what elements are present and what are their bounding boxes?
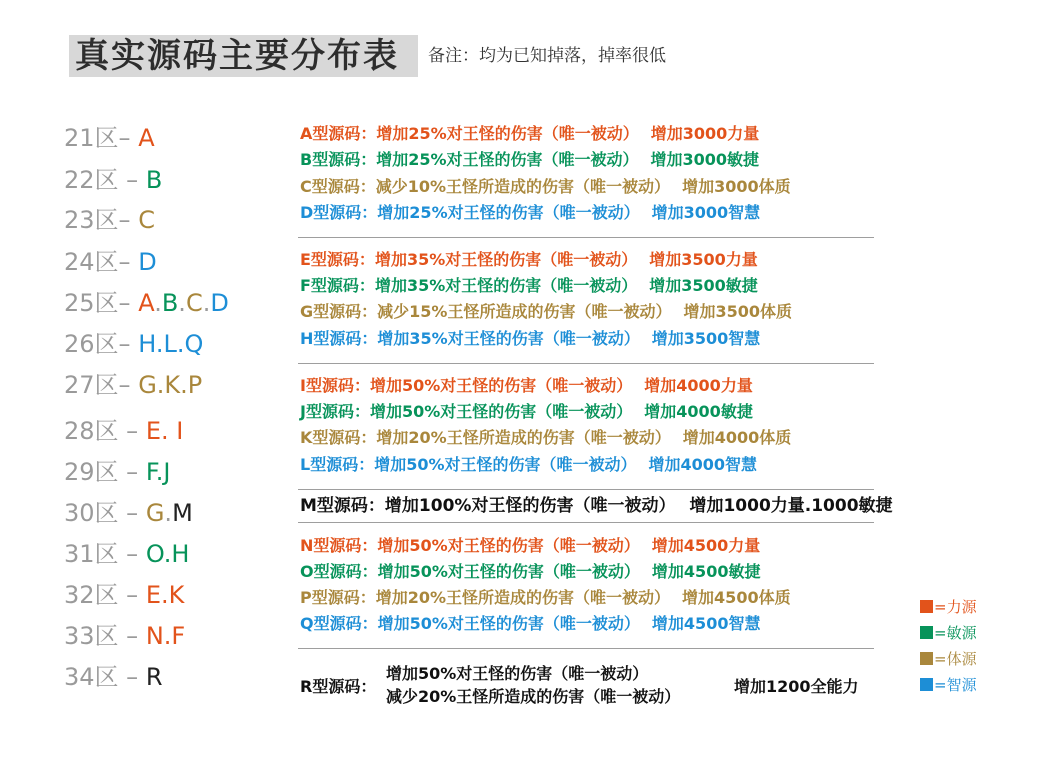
type-effect: 增加50%对王怪的伤害（唯一被动） (374, 455, 637, 474)
group-divider (298, 648, 874, 649)
type-bonus: 增加3500智慧 (651, 329, 761, 348)
zone-source-code: A (138, 289, 155, 317)
zone-source-code: B (145, 166, 163, 194)
type-name: R型源码： (300, 677, 377, 696)
zone-row (64, 160, 162, 200)
zone-label: 26区 (64, 330, 119, 358)
type-row (300, 426, 791, 450)
legend-item (920, 622, 977, 644)
zone-source-code: R (145, 663, 163, 691)
type-bonus: 增加4500敏捷 (651, 562, 761, 581)
type-row (300, 201, 760, 225)
zone-row (64, 324, 203, 364)
type-row (300, 300, 792, 324)
type-bonus: 增加1000力量.1000敏捷 (689, 496, 893, 516)
zone-label: 33区 (64, 622, 119, 650)
zone-source-code: . (202, 289, 211, 317)
group-divider (298, 363, 874, 364)
zone-row (64, 411, 183, 451)
zone-source-code: B (161, 289, 179, 317)
type-name: A型源码： (300, 124, 377, 143)
type-name: C型源码： (300, 177, 376, 196)
type-effect: 增加20%王怪所造成的伤害（唯一被动） (376, 428, 671, 447)
zone-dash: – (118, 581, 146, 609)
type-name: L型源码： (300, 455, 375, 474)
zone-label: 21区 (64, 124, 119, 152)
legend-label: =力源 (934, 598, 977, 616)
type-name: O型源码： (300, 562, 378, 581)
zone-source-code: . (154, 289, 162, 317)
type-effect: 增加50%对王怪的伤害（唯一被动） (369, 376, 633, 395)
type-effect: 增加35%对王怪的伤害（唯一被动） (377, 329, 640, 348)
type-bonus: 增加1200全能力 (734, 677, 859, 696)
type-name: D型源码： (300, 203, 378, 222)
type-effect: 增加25%对王怪的伤害（唯一被动） (376, 150, 639, 169)
zone-source-code: N.F (145, 622, 186, 650)
zone-label: 32区 (64, 581, 119, 609)
type-bonus: 增加4500体质 (682, 588, 791, 607)
type-bonus: 增加3500体质 (683, 302, 792, 321)
group-divider (298, 489, 874, 490)
zone-row (64, 657, 163, 697)
type-name: G型源码： (300, 302, 378, 321)
type-name: N型源码： (300, 536, 378, 555)
legend-label: =体源 (934, 650, 977, 668)
legend-item (920, 596, 977, 618)
zone-label: 29区 (64, 458, 119, 486)
group-divider (298, 522, 874, 523)
type-row (300, 274, 758, 298)
zone-dash: – (118, 124, 139, 152)
type-row-m (300, 493, 893, 519)
group-divider (298, 237, 874, 238)
zone-dash: – (118, 540, 146, 568)
type-bonus: 增加3500敏捷 (649, 276, 758, 295)
zone-row (64, 118, 155, 158)
type-row (300, 148, 759, 172)
zone-row (64, 200, 155, 240)
zone-row (64, 493, 193, 533)
type-name: H型源码： (300, 329, 378, 348)
type-bonus: 增加4000体质 (682, 428, 792, 447)
type-row (300, 534, 760, 558)
zone-dash: – (118, 622, 146, 650)
type-effect: 增加35%对王怪的伤害（唯一被动） (374, 276, 638, 295)
zone-row (64, 242, 157, 282)
zone-source-code: . (178, 289, 186, 317)
zone-label: 27区 (64, 371, 119, 399)
zone-row (64, 575, 184, 615)
zone-dash: – (118, 289, 139, 317)
zone-dash: – (118, 248, 139, 276)
type-row (300, 400, 753, 424)
type-name: Q型源码： (300, 614, 378, 633)
type-name: M型源码： (300, 496, 385, 516)
type-effect: 增加100%对王怪的伤害（唯一被动） (384, 496, 676, 516)
type-row (300, 560, 760, 584)
zone-label: 24区 (64, 248, 119, 276)
zone-source-code: D (210, 289, 229, 317)
type-name: B型源码： (300, 150, 377, 169)
legend-swatch (920, 678, 933, 691)
zone-row (64, 365, 202, 405)
zone-source-code: F.J (145, 458, 171, 486)
zone-label: 30区 (64, 499, 119, 527)
zone-row (64, 616, 185, 656)
legend-item (920, 648, 977, 670)
zone-label: 28区 (64, 417, 119, 445)
type-effect: 增加50%对王怪的伤害（唯一被动） (377, 562, 640, 581)
type-name: K型源码： (300, 428, 377, 447)
zone-dash: – (118, 417, 146, 445)
type-effect-line2: 减少20%王怪所造成的伤害（唯一被动） (386, 687, 681, 706)
zone-source-code: E. I (145, 417, 184, 445)
zone-source-code: G.K.P (138, 371, 203, 399)
zone-source-code: . (164, 499, 173, 527)
zone-source-code: H.L.Q (138, 330, 204, 358)
type-row (300, 122, 759, 146)
type-name: P型源码： (300, 588, 376, 607)
zone-label: 31区 (64, 540, 119, 568)
type-effect: 增加25%对王怪的伤害（唯一被动） (376, 124, 639, 143)
type-effect: 减少10%王怪所造成的伤害（唯一被动） (375, 177, 671, 196)
zone-source-code: E.K (145, 581, 185, 609)
type-bonus: 增加4000智慧 (648, 455, 758, 474)
type-bonus: 增加4000敏捷 (644, 402, 753, 421)
type-effect: 增加50%对王怪的伤害（唯一被动） (377, 614, 640, 633)
legend-swatch (920, 652, 933, 665)
type-effect-line1: 增加50%对王怪的伤害（唯一被动） (386, 664, 649, 683)
zone-dash: – (118, 663, 146, 691)
page-title: 真实源码主要分布表 (75, 36, 399, 76)
type-effect: 减少15%王怪所造成的伤害（唯一被动） (377, 302, 672, 321)
legend-label: =智源 (934, 676, 977, 694)
type-row (300, 586, 791, 610)
type-name: I型源码： (300, 376, 370, 395)
type-row (300, 248, 758, 272)
zone-source-code: M (172, 499, 193, 527)
type-effect: 增加35%对王怪的伤害（唯一被动） (374, 250, 638, 269)
type-row (300, 612, 760, 636)
type-row-r (300, 662, 900, 710)
type-bonus: 增加4500智慧 (651, 614, 761, 633)
type-bonus: 增加3500力量 (649, 250, 758, 269)
zone-dash: – (118, 458, 146, 486)
zone-source-code: C (138, 206, 155, 234)
zone-source-code: O.H (145, 540, 190, 568)
zone-row (64, 534, 189, 574)
zone-label: 22区 (64, 166, 119, 194)
zone-source-code: D (138, 248, 157, 276)
type-row (300, 327, 760, 351)
type-bonus: 增加4500力量 (651, 536, 761, 555)
type-name: F型源码： (300, 276, 375, 295)
zone-dash: – (118, 206, 139, 234)
type-name: J型源码： (300, 402, 370, 421)
type-effect: 增加50%对王怪的伤害（唯一被动） (369, 402, 633, 421)
zone-dash: – (118, 499, 146, 527)
zone-row (64, 452, 170, 492)
type-effect: 增加50%对王怪的伤害（唯一被动） (377, 536, 640, 555)
legend-label: =敏源 (934, 624, 977, 642)
type-row (300, 374, 753, 398)
zone-dash: – (118, 166, 146, 194)
type-row (300, 453, 757, 477)
type-name: E型源码： (300, 250, 375, 269)
type-effect: 增加25%对王怪的伤害（唯一被动） (377, 203, 640, 222)
zone-row (64, 283, 229, 323)
zone-source-code: G (145, 499, 165, 527)
zone-dash: – (118, 371, 139, 399)
type-bonus: 增加4000力量 (644, 376, 753, 395)
zone-source-code: A (138, 124, 155, 152)
type-bonus: 增加3000智慧 (651, 203, 761, 222)
legend-swatch (920, 600, 933, 613)
zone-dash: – (118, 330, 139, 358)
zone-label: 23区 (64, 206, 119, 234)
page-note: 备注：均为已知掉落，掉率很低 (428, 46, 666, 66)
legend-item (920, 674, 977, 696)
zone-source-code: C (185, 289, 203, 317)
type-bonus: 增加3000力量 (650, 124, 760, 143)
zone-label: 34区 (64, 663, 119, 691)
legend-swatch (920, 626, 933, 639)
type-bonus: 增加3000敏捷 (650, 150, 760, 169)
type-row (300, 175, 791, 199)
zone-label: 25区 (64, 289, 119, 317)
type-effect: 增加20%王怪所造成的伤害（唯一被动） (375, 588, 671, 607)
type-bonus: 增加3000体质 (682, 177, 791, 196)
